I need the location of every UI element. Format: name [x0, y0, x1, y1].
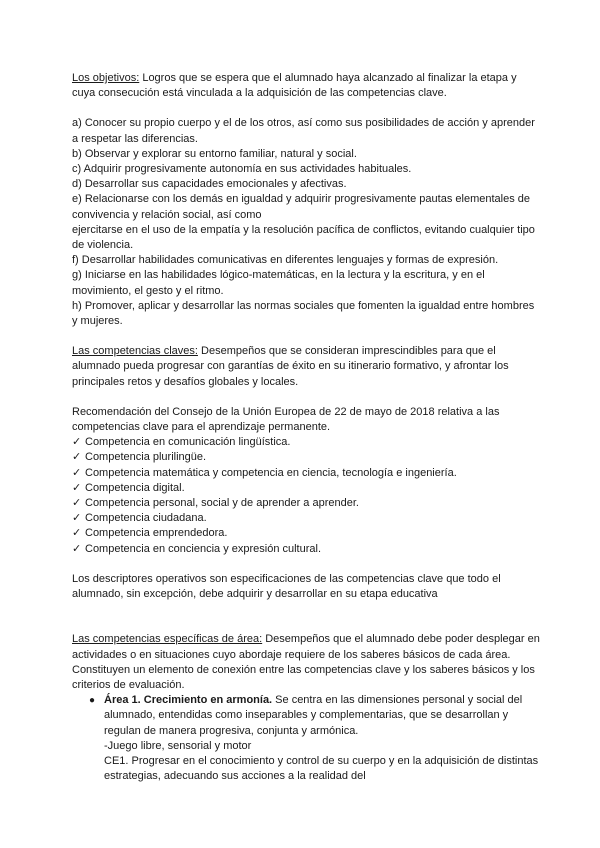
objetivo-item: c) Adquirir progresivamente autonomía en sus actividades habituales. [72, 163, 412, 176]
competencias-clave-heading: Las competencias claves: [72, 345, 198, 358]
competencia-label: Competencia personal, social y de aprender a aprender. [85, 497, 359, 510]
area-subline: -Juego libre, sensorial y motor [104, 739, 252, 752]
competencia-label: Competencia digital. [85, 481, 185, 494]
competencia-label: Competencia ciudadana. [85, 512, 207, 525]
competencias-especificas-paragraph [72, 632, 540, 693]
objetivo-item: ejercitarse en el uso de la empatía y la resolución pacífica de conflictos, evitando cualquier tipo de violencia. [72, 223, 535, 252]
list-item [72, 435, 540, 450]
list-item [89, 693, 540, 784]
competencias-especificas-section [72, 632, 540, 784]
competencias-clave-intro: Desempeños que se consideran imprescindibles para que el alumnado pueda progresar con garantías de éxito en su itinerario formativo, y afrontar los principales retos y desafíos globales y locales. [72, 345, 509, 388]
competencia-label: Competencia en comunicación lingüística. [85, 436, 291, 449]
area-criterio: CE1. Progresar en el conocimiento y control de su cuerpo y en la adquisición de distintas estrategias, adecuando sus acciones a la realidad del [104, 754, 539, 783]
area-text: Se centra en las dimensiones personal y social del alumnado, entendidas como inseparables y complementarias, que se desarrollan y regulan de manera progresiva, conjunta y armónica. [104, 694, 523, 737]
areas-list [72, 693, 540, 784]
objetivos-paragraph [72, 71, 540, 101]
recomendacion-text: Recomendación del Consejo de la Unión Europea de 22 de mayo de 2018 relativa a las competencias clave para el aprendizaje permanente. [72, 405, 500, 434]
checkmark-icon: ✓ [72, 542, 82, 555]
checkmark-icon: ✓ [72, 527, 82, 540]
competencias-list [72, 435, 540, 557]
objetivo-item: g) Iniciarse en las habilidades lógico-matemáticas, en la lectura y la escritura, y en el movimiento, el gesto y el ritmo. [72, 269, 485, 297]
checkmark-icon: ✓ [72, 481, 82, 494]
list-item [72, 466, 540, 481]
descriptores-text: Los descriptores operativos son especificaciones de las competencias clave que todo el alumnado, sin excepción, debe adquirir y desarrollar en su etapa educativa [72, 572, 501, 601]
list-item [72, 450, 540, 465]
objetivo-item: f) Desarrollar habilidades comunicativas en diferentes lenguajes y formas de expresión. [72, 254, 499, 267]
competencias-clave-section [72, 344, 540, 602]
list-item [72, 526, 540, 541]
objetivo-item: a) Conocer su propio cuerpo y el de los otros, así como sus posibilidades de acción y aprender a respetar las diferencias. [72, 117, 535, 145]
objetivo-item: h) Promover, aplicar y desarrollar las normas sociales que fomenten la igualdad entre hombres y mujeres. [72, 299, 535, 328]
list-item [72, 542, 540, 557]
list-item [72, 496, 540, 511]
objetivos-intro: Logros que se espera que el alumnado haya alcanzado al finalizar la etapa y cuya consecución está vinculada a la adquisición de las competencias clave. [72, 72, 517, 100]
objetivos-section [72, 71, 540, 329]
competencia-label: Competencia plurilingüe. [85, 451, 207, 464]
checkmark-icon: ✓ [72, 512, 82, 525]
competencias-especificas-intro: Desempeños que el alumnado debe poder desplegar en actividades o en situaciones cuyo abordaje requiere de los saberes básicos de cada área. Constituyen un elemento de conexión entre las competencias clave y los saberes básicos y los criterios de evaluación. [72, 633, 540, 691]
objetivo-item: d) Desarrollar sus capacidades emocionales y afectivas. [72, 178, 347, 191]
bullet-icon: ● [89, 695, 96, 707]
checkmark-icon: ✓ [72, 497, 82, 510]
list-item [72, 481, 540, 496]
competencias-clave-paragraph [72, 344, 540, 390]
checkmark-icon: ✓ [72, 451, 82, 464]
competencias-especificas-heading: Las competencias específicas de área: [72, 633, 263, 646]
objetivos-heading: Los objetivos: [72, 72, 140, 84]
checkmark-icon: ✓ [72, 466, 82, 479]
checkmark-icon: ✓ [72, 436, 82, 449]
competencia-label: Competencia en conciencia y expresión cultural. [85, 542, 322, 555]
list-item [72, 511, 540, 526]
objetivo-item: e) Relacionarse con los demás en igualdad y adquirir progresivamente pautas elementales de convivencia y relación social, así como [72, 193, 530, 221]
competencia-label: Competencia matemática y competencia en ciencia, tecnología e ingeniería. [85, 466, 457, 479]
area-title: Área 1. Crecimiento en armonía. [104, 694, 273, 707]
objetivo-item: b) Observar y explorar su entorno familiar, natural y social. [72, 147, 357, 160]
competencia-label: Competencia emprendedora. [85, 527, 228, 540]
